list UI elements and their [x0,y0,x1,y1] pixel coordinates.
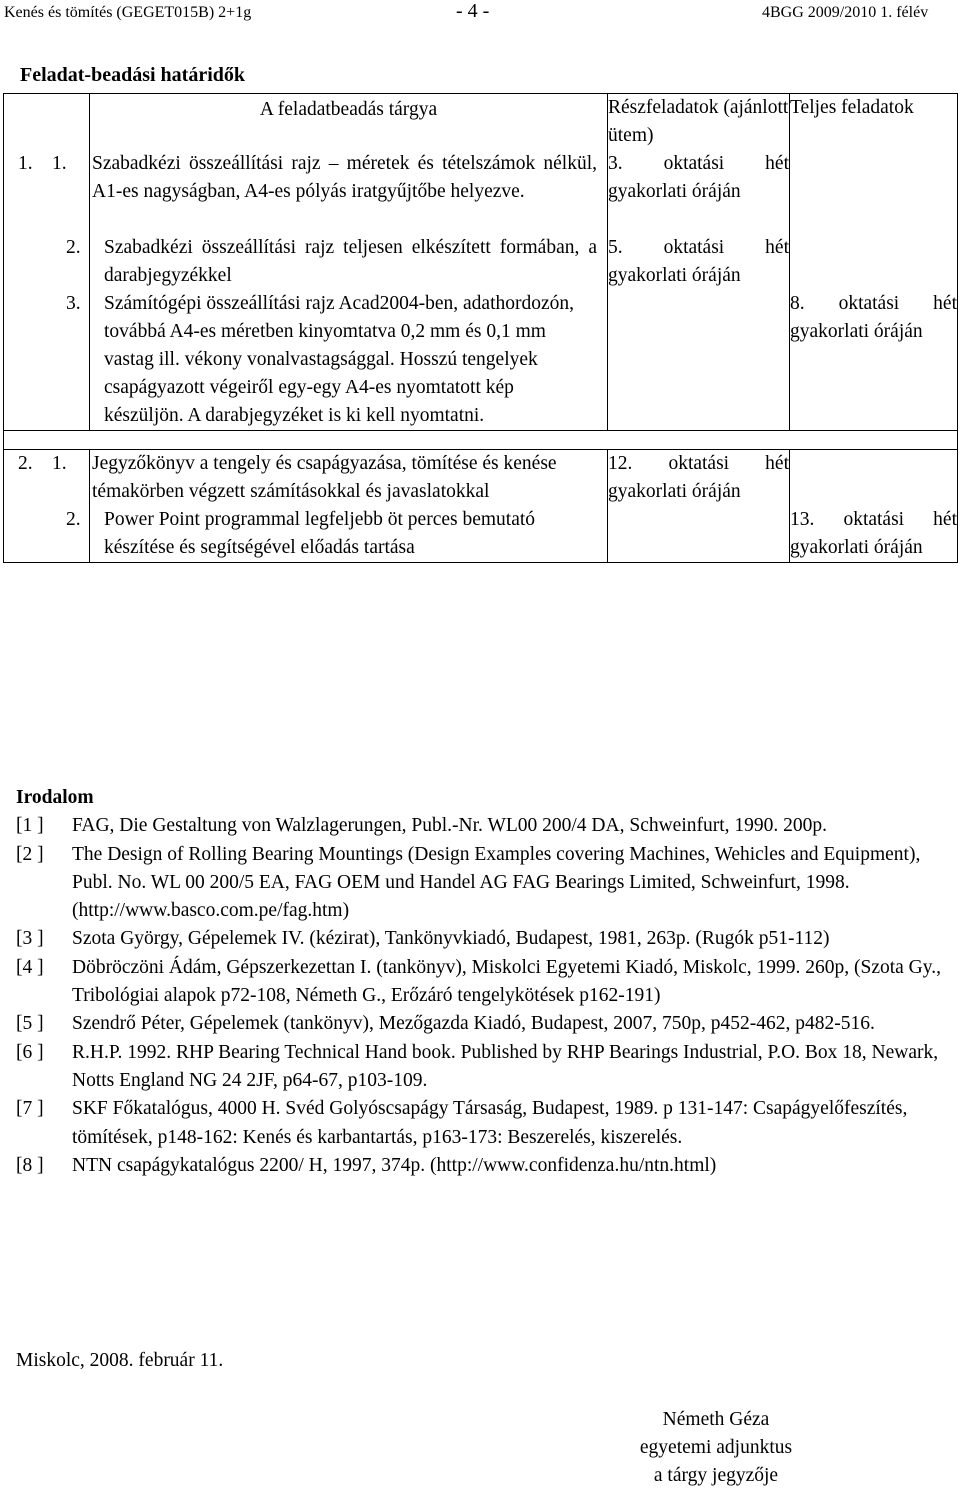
table-spacer-row [4,431,958,450]
col-full-header: Teljes feladatok [790,94,958,151]
reference-text: SKF Főkatalógus, 4000 H. Svéd Golyóscsapágy Társaság, Budapest, 1989. p 131-147: Csapágyelőfeszítés, tömítések, p148-162: Kenés és karbantartás, p163-173: Beszerelés, kiszerelés. [72,1098,908,1148]
empty-cell [790,150,958,206]
reference-item [16,812,946,840]
reference-item [16,841,946,926]
reference-number: [8 ] [16,1154,44,1176]
reference-item [16,925,946,953]
item-5-cell [66,506,608,563]
header-course: Kenés és tömítés (GEGET015B) 2+1g [4,4,252,21]
signature-name: Németh Géza [662,1409,770,1430]
item-1-partial: 3. oktatási hét gyakorlati óráján [608,150,790,206]
reference-text: FAG, Die Gestaltung von Walzlagerungen, Publ.-Nr. WL00 200/4 DA, Schweinfurt, 1990. 200p. [72,815,828,837]
reference-number: [1 ] [16,815,44,837]
place-date: Miskolc, 2008. február 11. [16,1350,224,1371]
item-2-cell [66,206,608,290]
empty-cell [790,450,958,507]
item-5-text: Power Point programmal legfeljebb öt perces bemutató készítése és segítségével előadás tartása [104,509,536,558]
item-2-number: 2. [66,237,81,258]
reference-number: [3 ] [16,928,44,950]
reference-item [16,1039,946,1096]
empty-cell [608,290,790,431]
item-1-number: 1. [52,153,67,174]
reference-number: [5 ] [16,1013,44,1035]
col-partial-header: Részfeladatok (ajánlott ütem) [608,94,790,151]
table-row [4,206,958,290]
item-5-number: 2. [66,509,81,530]
reference-text: Döbröczöni Ádám, Gépszerkezettan I. (tankönyv), Miskolci Egyetemi Kiadó, Miskolc, 1999. 260p, (Szota Gy., Tribológiai alapok p72-108, Németh G., Erőzáró tengelykötések p162-191) [72,956,941,1007]
page-header [0,0,960,30]
full-deadline-1: 8. oktatási hét gyakorlati óráján [790,290,958,431]
signature-title: egyetemi adjunktus [639,1437,793,1458]
reference-number: [7 ] [16,1098,44,1120]
reference-text: Szota György, Gépelemek IV. (kézirat), Tankönyvkiadó, Budapest, 1981, 263p. (Rugók p51-112) [72,928,830,950]
col-subject-header: A feladatbeadás tárgya [90,94,608,151]
table-row [4,506,958,563]
empty-cell [608,506,790,563]
item-4-cell [52,450,608,507]
item-2-text: Szabadkézi összeállítási rajz teljesen elkészített formában, a darabjegyzékkel [104,237,597,286]
item-4-text: Jegyzőkönyv a tengely és csapágyazása, tömítése és kenése témakörben végzett számításokkal és javaslatokkal [92,453,557,502]
item-1-text: Szabadkézi összeállítási rajz – méretek és tételszámok nélkül, A1-es nagyságban, A4-es pólyás iratgyűjtőbe helyezve. [92,153,597,202]
table-row [4,450,958,507]
item-3-number: 3. [66,293,81,314]
literature-section [16,784,946,1180]
reference-number: [4 ] [16,956,44,978]
reference-text: NTN csapágykatalógus 2200/ H, 1997, 374p. (http://www.confidenza.hu/ntn.html) [72,1154,717,1176]
signature-role: a tárgy jegyzője [653,1465,779,1486]
reference-text: R.H.P. 1992. RHP Bearing Technical Hand book. Published by RHP Bearings Industrial, P.O. Box 18, Newark, Notts England NG 24 2JF, p64-67, p103-109. [72,1041,939,1091]
reference-text: Szendrő Péter, Gépelemek (tankönyv), Mezőgazda Kiadó, Budapest, 2007, 750p, p452-462, p482-516. [72,1013,875,1035]
item-3-cell [66,290,608,431]
table-header-blank [4,94,90,151]
item-4-partial: 12. oktatási hét gyakorlati óráján [608,450,790,507]
reference-text: The Design of Rolling Bearing Mountings (Design Examples covering Machines, Wehicles and Equipment), Publ. No. WL 00 200/5 EA, FAG OEM und Handel AG FAG Bearings Limited, Schweinfurt, 1998. (http://www.basco.com.pe/fag.htm) [72,843,921,922]
section-title: Feladat-beadási határidők [20,64,246,86]
item-2-partial: 5. oktatási hét gyakorlati óráján [608,206,790,290]
literature-heading: Irodalom [16,787,94,808]
group2-number: 2. [4,450,90,507]
table-row [4,150,958,206]
signature-block [596,1406,836,1490]
item-4-number: 1. [52,453,67,474]
item-3-text: Számítógépi összeállítási rajz Acad2004-ben, adathordozón, továbbá A4-es méretben kinyomtatva 0,2 mm és 0,1 mm vastag ill. vékony vonalvastagsággal. Hosszú tengelyek csapágyazott végeiről egy-egy A4-es nyomtatott kép készüljön. A darabjegyzéket is ki kell nyomtatni. [104,293,575,426]
table-header-row [4,94,958,151]
group1-number: 1. [4,150,90,206]
deadlines-table [3,93,958,563]
header-page-number: - 4 - [456,0,490,22]
spacer-cell [4,431,958,450]
reference-item [16,954,946,1011]
header-semester: 4BGG 2009/2010 1. félév [762,4,929,21]
full-deadline-2: 13. oktatási hét gyakorlati óráján [790,506,958,563]
reference-number: [6 ] [16,1041,44,1063]
item-1-cell [52,150,608,206]
table-row [4,290,958,431]
reference-item [16,1010,946,1038]
reference-item [16,1095,946,1152]
reference-item [16,1152,946,1180]
empty-cell [790,206,958,290]
reference-number: [2 ] [16,843,44,865]
